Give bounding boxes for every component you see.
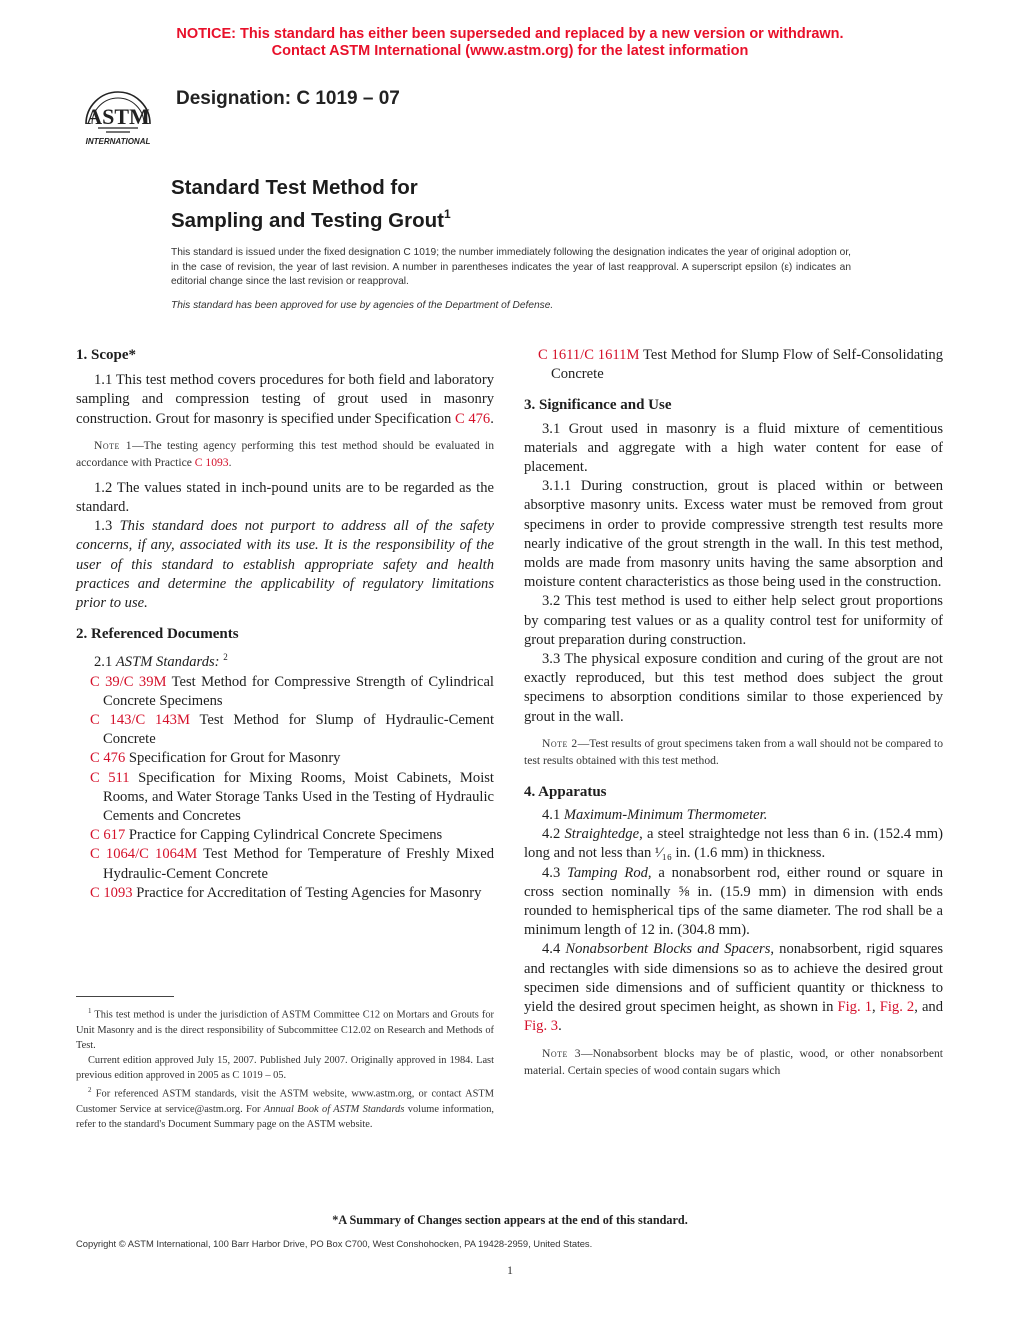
para-4-3: 4.3 Tamping Rod, a nonabsorbent rod, either round or square in cross section nominally ⅝ in. (15.9 mm) in dimension with ends rounded to hemispherical tips of the same diameter. The rod shall be a minimum length of 12 in. (304.8 mm). [524,864,944,939]
dod-approval: This standard has been approved for use by agencies of the Department of Defense. [171,300,554,311]
ref-item: C 617 Practice for Capping Cylindrical Concrete Specimens [90,827,443,844]
para-3-2: 3.2 This test method is used to either help select grout proportions by comparing test values or as a quality control test for uniformity of grout preparation during construction. [524,593,943,648]
copyright: Copyright © ASTM International, 100 Barr Harbor Drive, PO Box C700, West Conshohocken, PA 19428-2959, United States. [76,1238,593,1249]
section-1-heading: 1. Scope* [76,347,136,363]
para-3-1-1: 3.1.1 During construction, grout is placed within or between absorptive masonry units. Excess water must be removed from grout specimens in order to provide compressive strength test results more nearly indicative of the grout strength in the wall. In this test method, molds are made from masonry units having the same absorption and moisture content characteristics as those being used in the construction. [524,478,943,591]
title-line-1: Standard Test Method for [171,176,418,199]
para-4-1: 4.1 Maximum-Minimum Thermometer. [542,807,768,824]
para-3-3: 3.3 The physical exposure condition and curing of the grout are not exactly reproduced, but this test method does subject the grout specimens to absorption conditions similar to those experienced by grout in the wall. [524,651,943,725]
ref-item: C 39/C 39M Test Method for Compressive Strength of Cylindrical Concrete Specimens [90,673,494,709]
ref-item: C 1064/C 1064M Test Method for Temperature of Freshly Mixed Hydraulic-Cement Concrete [90,846,495,882]
para-2-1: 2.1 ASTM Standards: $^2$ [94,652,228,671]
section-3-heading: 3. Significance and Use [524,397,672,414]
footnote-1-edition: Current edition approved July 15, 2007. Published July 2007. Originally approved in 1984. Last previous edition approved in 2005 as C 1019 – 05. [76,1055,494,1082]
link-fig-2[interactable]: Fig. 2 [879,999,915,1016]
summary-of-changes: *A Summary of Changes section appears at the end of this standard. [332,1213,688,1227]
logo-text: ASTM [86,104,150,129]
ref-code[interactable]: C 143/C 143M [90,711,190,728]
title-line-2: Sampling and Testing Grout$^1$ [171,207,451,232]
footnotes [76,1004,494,1133]
notice-banner [0,26,1020,60]
ref-item: C 476 Specification for Grout for Masonry [90,750,341,767]
section-2-heading: 2. Referenced Documents [76,626,239,643]
ref-code[interactable]: C 1064/C 1064M [90,846,198,863]
footnote-rule [76,996,174,997]
designation: Designation: C 1019 – 07 [176,88,400,109]
page-number: 1 [507,1263,513,1277]
left-column [76,346,494,903]
para-4-2: 4.2 Straightedge, a steel straightedge not less than 6 in. (152.4 mm) long and not less than ¹⁄₁₆ in. (1.6 mm) in thickness. [524,826,943,862]
ref-item: C 511 Specification for Mixing Rooms, Moist Cabinets, Moist Rooms, and Water Storage Tanks Used in the Testing of Hydraulic Cements and Concretes [90,769,494,824]
notice-line-1: NOTICE: This standard has either been superseded and replaced by a new version or withdrawn. [176,26,844,42]
ref-item: C 1611/C 1611M Test Method for Slump Flow of Self-Consolidating Concrete [538,347,943,383]
logo-subtext: INTERNATIONAL [85,137,151,146]
ref-code[interactable]: C 476 [90,750,126,767]
footnote-2: $^2$ For referenced ASTM standards, visit the ASTM website, www.astm.org, or contact ASTM Customer Service at service@astm.org. For Annual Book of ASTM Standards volume information, refer to the standard's Document Summary page on the ASTM website. [76,1086,494,1131]
ref-code[interactable]: C 39/C 39M [90,673,167,690]
link-fig-3[interactable]: Fig. 3 [524,1018,559,1035]
section-4-heading: 4. Apparatus [524,783,607,800]
astm-logo [76,80,160,148]
note-1: Note 1—The testing agency performing this test method should be evaluated in accordance with Practice C 1093. [76,438,494,469]
para-1-2: 1.2 The values stated in inch-pound units are to be regarded as the standard. [76,479,494,516]
right-column [524,346,943,1079]
footnote-1: $^1$ This test method is under the jurisdiction of ASTM Committee C12 on Mortars and Grouts for Unit Masonry and is the direct responsibility of Subcommittee C12.02 on Research and Methods of Test. [76,1007,494,1051]
note-3: Note 3—Nonabsorbent blocks may be of plastic, wood, or other nonabsorbent material. Certain species of wood contain sugars which [524,1046,943,1077]
notice-line-2: Contact ASTM International (www.astm.org) for the latest information [271,43,749,59]
note-2: Note 2—Test results of grout specimens taken from a wall should not be compared to test results obtained with this test method. [524,736,943,767]
para-4-4: 4.4 Nonabsorbent Blocks and Spacers, nonabsorbent, rigid squares and rectangles with side dimensions so as to achieve the desired grout specimen side dimensions and of sufficient quantity or thickness to yield the desired grout specimen height, as shown in Fig. 1, Fig. 2, and Fig. 3. [524,941,944,1035]
para-3-1: 3.1 Grout used in masonry is a fluid mixture of cementitious materials and aggregate with a high water content for ease of placement. [524,420,943,476]
para-1-3: 1.3 This standard does not purport to address all of the safety concerns, if any, associated with its use. It is the responsibility of the user of this standard to establish appropriate safety and health practices and determine the applicability of regulatory limitations prior to use. [76,518,494,612]
ref-code[interactable]: C 1611/C 1611M [538,347,640,363]
ref-item: C 143/C 143M Test Method for Slump of Hydraulic-Cement Concrete [90,711,495,748]
ref-item: C 1093 Practice for Accreditation of Testing Agencies for Masonry [90,884,482,901]
link-c1093[interactable]: C 1093 [194,455,229,469]
link-fig-1[interactable]: Fig. 1 [837,999,872,1016]
title-footnote-ref[interactable]: 1 [443,207,451,221]
ref-code[interactable]: C 1093 [90,884,133,901]
ref-code[interactable]: C 511 [90,769,130,786]
para-1-1: 1.1 This test method covers procedures for both field and laboratory sampling and compression testing of grout used in masonry construction. Grout for masonry is specified under Specification C 476. [76,372,494,427]
ref-code[interactable]: C 617 [90,827,126,844]
link-c476[interactable]: C 476 [454,410,491,427]
preamble: This standard is issued under the fixed designation C 1019; the number immediately following the designation indicates the year of original adoption or, in the case of revision, the year of last revision. A number in parentheses indicates the year of last reapproval. A superscript epsilon (ε) indicates an editorial change since the last revision or reapproval. [171,247,851,287]
document-title [171,175,451,234]
